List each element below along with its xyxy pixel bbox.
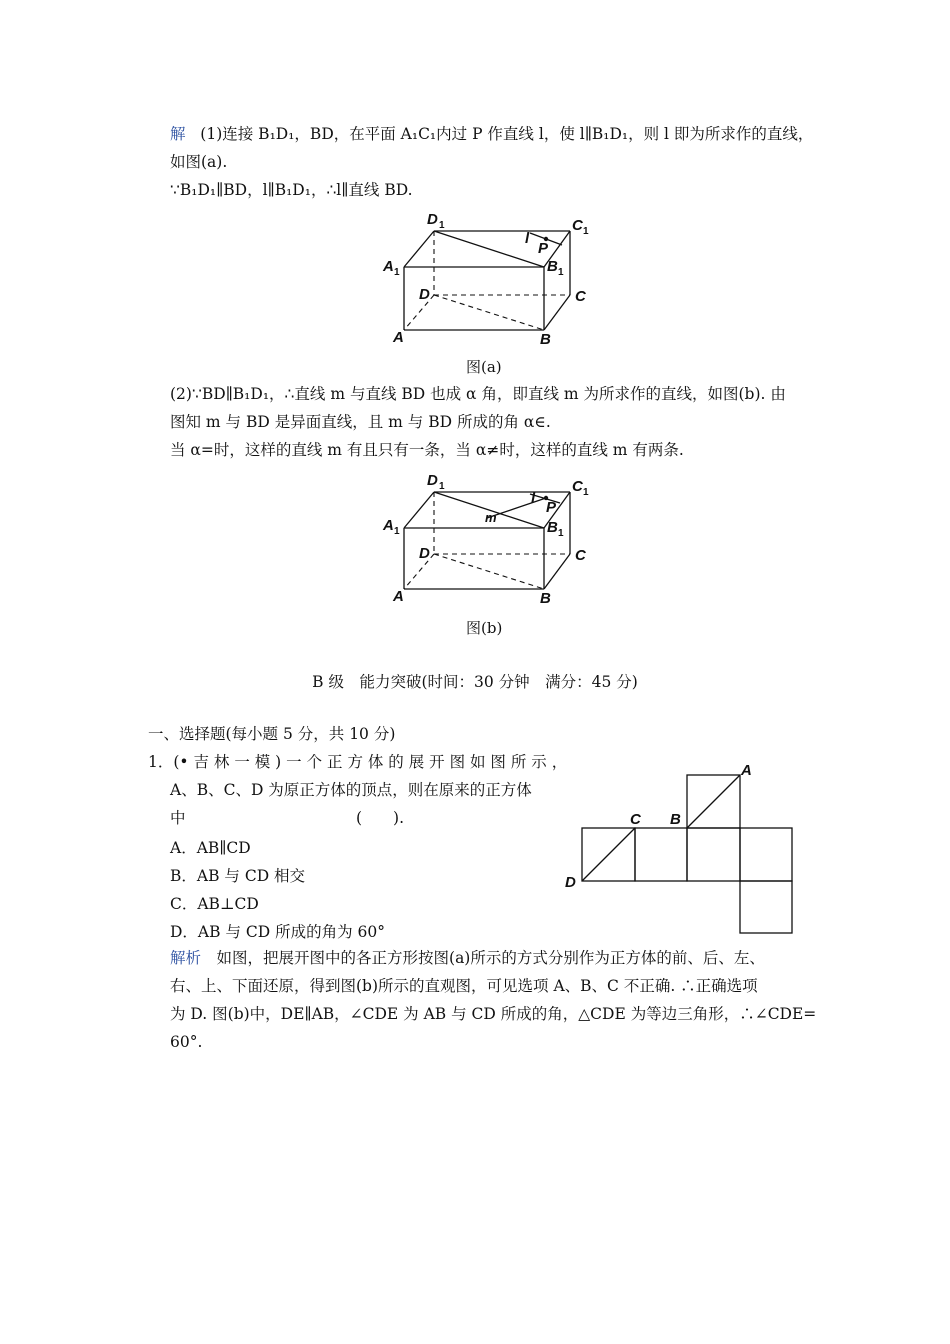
label-m: m <box>485 510 497 525</box>
label-c1-sub: 1 <box>583 487 589 498</box>
figure-b-caption: 图(b) <box>466 619 503 637</box>
label-d1: D <box>427 211 438 228</box>
net-label-d: D <box>565 874 576 891</box>
label-b: B <box>540 590 551 607</box>
label-b1: B <box>547 519 558 536</box>
label-a: A <box>393 329 404 346</box>
label-a1-sub: 1 <box>394 267 400 278</box>
analysis-line-4: 60°. <box>170 1033 203 1051</box>
label-b: B <box>540 331 551 348</box>
figure-a-cuboid <box>375 205 605 350</box>
label-d1-sub: 1 <box>439 481 445 492</box>
net-label-c: C <box>630 811 641 828</box>
analysis-line-1 <box>170 948 765 968</box>
label-d1-sub: 1 <box>439 220 445 231</box>
question-1-line-2: A、B、C、D 为原正方体的顶点，则在原来的正方体 <box>170 781 532 799</box>
figure-a-caption: 图(a) <box>466 358 502 376</box>
label-p: P <box>546 499 557 516</box>
label-d1: D <box>427 472 438 489</box>
analysis-line-2: 右、上、下面还原，得到图(b)所示的直观图，可见选项 A、B、C 不正确. ∴正确选项 <box>170 977 758 995</box>
net-label-b: B <box>670 811 681 828</box>
net-label-a: A <box>741 762 752 779</box>
label-c1: C <box>572 217 583 234</box>
option-d: D．AB 与 CD 所成的角为 60° <box>170 923 385 941</box>
figure-b-cuboid <box>375 466 605 611</box>
label-c: C <box>575 288 586 305</box>
label-b1: B <box>547 258 558 275</box>
label-b1-sub: 1 <box>558 528 564 539</box>
question-1-line-1: 1．(• 吉 林 一 模 ) 一 个 正 方 体 的 展 开 图 如 图 所 示 ， <box>148 753 568 771</box>
analysis-line-3: 为 D. 图(b)中，DE∥AB，∠CDE 为 AB 与 CD 所成的角，△CDE 为等边三角形，∴∠CDE= <box>170 1005 817 1023</box>
label-a1: A <box>383 517 394 534</box>
solution-keyword: 解 <box>170 125 186 143</box>
label-p: P <box>538 240 549 257</box>
label-d: D <box>419 545 430 562</box>
label-c: C <box>575 547 586 564</box>
cube-net-figure <box>560 758 810 938</box>
solution-part2-line-2: 图知 m 与 BD 是异面直线，且 m 与 BD 所成的角 α∈. <box>170 413 551 431</box>
solution-line-2: 如图(a). <box>170 153 228 171</box>
label-l: l <box>525 230 530 247</box>
section-b-title: B 级 能力突破(时间：30 分钟 满分：45 分) <box>312 673 638 691</box>
question-1-line-3: 中 ( ). <box>170 809 405 827</box>
label-a: A <box>393 588 404 605</box>
solution-line-1 <box>170 124 813 144</box>
label-l: l <box>531 490 536 507</box>
analysis-line-1-text: 如图，把展开图中的各正方形按图(a)所示的方式分别作为正方体的前、后、左、 <box>201 949 765 967</box>
option-b: B．AB 与 CD 相交 <box>170 867 306 885</box>
solution-part1-text: (1)连接 B₁D₁，BD，在平面 A₁C₁内过 P 作直线 l，使 l∥B₁D₁，则 l 即为所求作的直线， <box>200 125 814 143</box>
label-c1-sub: 1 <box>583 226 589 237</box>
part-one-heading: 一、选择题(每小题 5 分，共 10 分) <box>148 725 396 743</box>
option-a: A．AB∥CD <box>170 839 251 857</box>
label-a1-sub: 1 <box>394 526 400 537</box>
option-c: C．AB⊥CD <box>170 895 259 913</box>
label-d: D <box>419 286 430 303</box>
label-b1-sub: 1 <box>558 267 564 278</box>
solution-line-3: ∵B₁D₁∥BD，l∥B₁D₁，∴l∥直线 BD. <box>170 181 413 199</box>
label-a1: A <box>383 258 394 275</box>
label-c1: C <box>572 478 583 495</box>
solution-part2-line-3: 当 α=时，这样的直线 m 有且只有一条，当 α≠时，这样的直线 m 有两条. <box>170 441 684 459</box>
solution-part2-line-1: (2)∵BD∥B₁D₁，∴直线 m 与直线 BD 也成 α 角，即直线 m 为所求作的直线，如图(b). 由 <box>170 385 786 403</box>
analysis-keyword: 解析 <box>170 949 202 967</box>
